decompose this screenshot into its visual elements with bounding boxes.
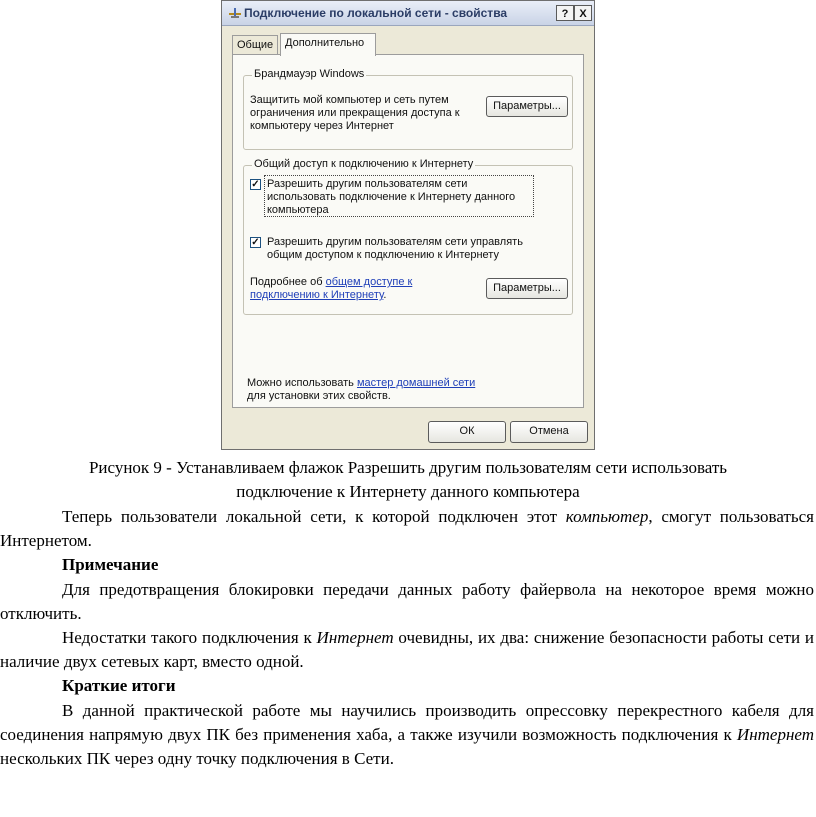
checkbox2-label-line: Разрешить другим пользователям сети управлять xyxy=(267,236,523,248)
allow-sharing-checkbox[interactable]: ✓ xyxy=(251,179,260,190)
heading-summary: Краткие итоги xyxy=(62,676,176,695)
ok-button[interactable]: ОК xyxy=(428,421,506,443)
tab-panel-advanced xyxy=(232,54,584,408)
firewall-group-title: Брандмауэр Windows xyxy=(254,68,365,80)
paragraph-2: Для предотвращения блокировки передачи данных работу файервола на некоторое время можно отключить. xyxy=(0,580,814,623)
sharing-help-link-cont[interactable]: подключению к Интернету xyxy=(250,289,384,301)
wizard-line1: Можно использовать мастер домашней сети xyxy=(247,377,476,389)
checkbox1-label-line: использовать подключение к Интернету данного xyxy=(267,191,516,203)
paragraph-4: В данной практической работе мы научились производить опрессовку перекрестного кабеля для соединения напрямую двух ПК без применения хаба, а также изучили возможность подключения к Интернет нескольких ПК через одну точку подключения в Сети. xyxy=(0,701,814,768)
network-wizard-link[interactable]: мастер домашней сети xyxy=(356,377,476,389)
more-info-line1: Подробнее об общем доступе к xyxy=(250,276,413,288)
tab-advanced[interactable]: Дополнительно xyxy=(280,33,376,56)
network-connection-icon xyxy=(228,7,242,19)
sharing-group-title: Общий доступ к подключению к Интернету xyxy=(254,158,474,170)
dialog-titlebar xyxy=(222,1,594,26)
firewall-settings-button[interactable]: Параметры... xyxy=(486,96,568,117)
firewall-text-line: компьютеру через Интернет xyxy=(250,120,394,132)
dialog-title: Подключение по локальной сети - свойства xyxy=(244,6,508,20)
firewall-group xyxy=(243,68,573,150)
sharing-settings-button[interactable]: Параметры... xyxy=(486,278,568,299)
paragraph-1: Теперь пользователи локальной сети, к которой подключен этот компьютер, смогут пользоваться Интернетом. xyxy=(0,507,814,550)
close-button[interactable]: X xyxy=(574,5,592,21)
sharing-help-link[interactable]: общем доступе к xyxy=(325,276,413,288)
paragraph-3: Недостатки такого подключения к Интернет очевидны, их два: снижение безопасности работы сети и наличие двух сетевых карт, вместо одной. xyxy=(0,628,815,671)
firewall-text-line: Защитить мой компьютер и сеть путем xyxy=(250,94,449,106)
more-info-line2: подключению к Интернету. xyxy=(250,289,387,301)
checkbox1-label-line: Разрешить другим пользователям сети xyxy=(267,178,468,190)
tab-general[interactable]: Общие xyxy=(232,35,278,55)
checkbox1-label-line: компьютера xyxy=(267,204,329,216)
checkbox2-label-line: общим доступом к подключению к Интернету xyxy=(267,249,499,261)
firewall-text-line: ограничения или прекращения доступа к xyxy=(250,107,460,119)
cancel-button[interactable]: Отмена xyxy=(510,421,588,443)
sharing-group xyxy=(243,158,573,315)
allow-control-checkbox[interactable]: ✓ xyxy=(251,237,260,248)
properties-dialog xyxy=(221,0,595,450)
figure-caption-line1: Рисунок 9 - Устанавливаем флажок Разрешить другим пользователям сети использовать xyxy=(88,458,728,477)
heading-note: Примечание xyxy=(62,555,159,574)
help-button[interactable]: ? xyxy=(556,5,574,21)
figure-caption-line2: подключение к Интернету данного компьютера xyxy=(236,482,580,501)
wizard-line2: для установки этих свойств. xyxy=(247,390,391,402)
